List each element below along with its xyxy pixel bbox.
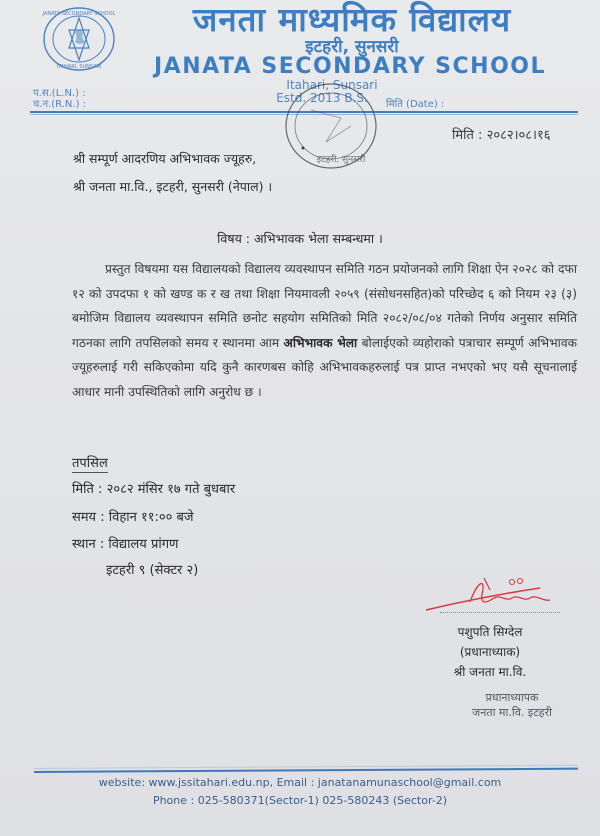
- signer-designation: (प्रधानाध्याक): [459, 645, 521, 659]
- recipient-line-2: श्री जनता मा.वि., इटहरी, सुनसरी (नेपाल) ।: [73, 179, 273, 194]
- detail-venue: स्थान : विद्यालय प्रांगण: [72, 537, 179, 552]
- details-heading: तपसिल: [72, 453, 108, 473]
- signer-name: पशुपति सिग्देल: [457, 625, 523, 639]
- school-name-english: JANATA SECONDARY SCHOOL: [154, 54, 546, 79]
- seal-line-1: प्रधानाध्यापक: [485, 691, 539, 704]
- letter-date: मिति : २०८२।०८।१६: [452, 128, 551, 143]
- detail-date: मिति : २०८२ मंसिर १७ गते बुधबार: [72, 482, 236, 497]
- detail-venue-address: इटहरी ९ (सेक्टर २): [106, 563, 199, 578]
- letter-number-label: प.स.(L.N.) :: [33, 88, 86, 99]
- letter-body: [72, 257, 577, 404]
- date-label: मिति (Date) :: [386, 99, 445, 110]
- detail-time: समय : विहान ११:०० बजे: [72, 510, 194, 525]
- body-bold-text: अभिभावक भेला: [283, 335, 358, 350]
- recipient-line-1: श्री सम्पूर्ण आदरणिय अभिभावक ज्यूहरु,: [73, 151, 257, 166]
- registration-number-label: च.न.(R.N.) :: [33, 99, 87, 110]
- school-name-nepali: जनता माध्यमिक विद्यालय: [192, 0, 512, 39]
- body-text-1: प्रस्तुत विषयमा यस विद्यालयको विद्यालय व्यवस्थापन समिति गठन प्रयोजनको लागि शिक्षा ऐन २०२८ को दफा १२ को उपदफा १ को खण्ड क र ख तथा शिक्षा नियमावली २०५९ (संसोधनसहित)को परिच्छेद ६ को नियम २३ (३) बमोजिम विद्यालय व्यवस्थापन समिति छनोट सहयोग समितिको मिति २०८२/०८/०४ गतेको निर्णय अनुसार समिति गठनका लागि तपसिलको समय र स्थानमा आम: [72, 262, 577, 350]
- letter-subject: विषय : अभिभावक भेला सम्बन्धमा ।: [217, 231, 383, 246]
- svg-text:JANATA SECONDARY SCHOOL: JANATA SECONDARY SCHOOL: [42, 11, 116, 17]
- school-location-nepali: इटहरी, सुनसरी: [305, 37, 399, 57]
- signature-icon: [420, 572, 570, 622]
- established-year: Estd. 2013 B.S.: [276, 91, 368, 105]
- round-stamp-icon: [281, 80, 381, 172]
- signer-school: श्री जनता मा.वि.: [453, 665, 527, 679]
- body-text-2: बोलाईएको व्यहोराको पत्राचार सम्पूर्ण अभिभावक ज्यूहरुलाई गरी सकिएकोमा यदि कुनै कारणबस कोहि अभिभावकहरुलाई पत्र प्राप्त नभएको भए यसै सूचनालाई आधार मानी उपस्थितिको लागि अनुरोध छ ।: [72, 335, 577, 399]
- svg-text:इटहरी, सुनसरी: इटहरी, सुनसरी: [316, 155, 366, 165]
- footer-contact-phone: Phone : 025-580371(Sector-1) 025-580243 (Sector-2): [152, 794, 448, 807]
- signature-line: [440, 612, 560, 613]
- footer-contact-web-email: website: www.jssitahari.edu.np, Email : janatanamunaschool@gmail.com: [98, 776, 502, 789]
- svg-text:ITAHARI, SUNSARI: ITAHARI, SUNSARI: [56, 64, 102, 70]
- school-emblem-icon: [42, 6, 116, 72]
- school-location-english: Itahari, Sunsari: [286, 78, 378, 92]
- seal-line-2: जनता मा.वि. इटहरी: [472, 706, 552, 719]
